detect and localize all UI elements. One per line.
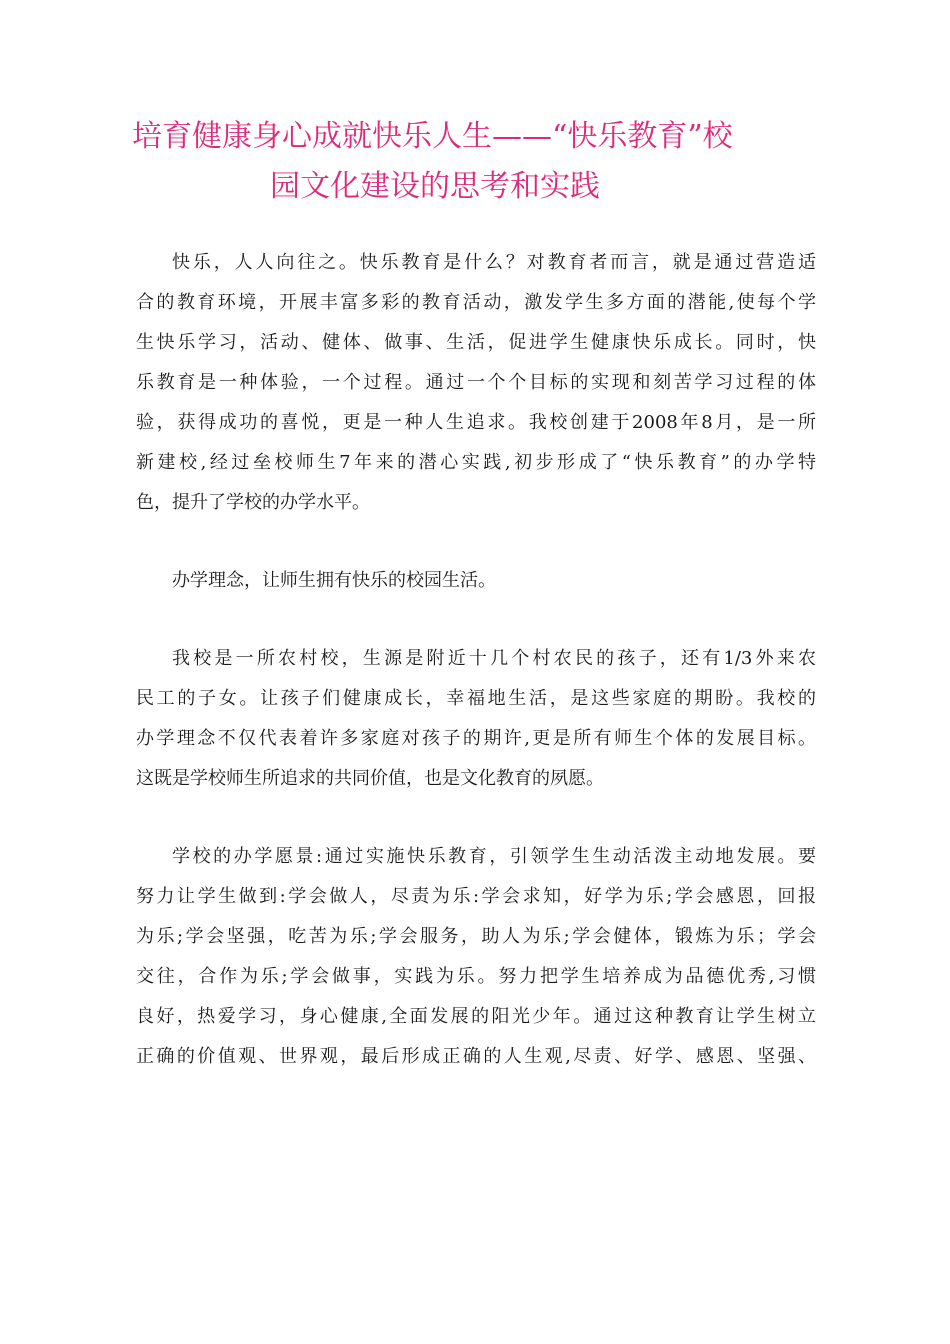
paragraph-line: 办学理念，让师生拥有快乐的校园生活。 — [172, 570, 496, 591]
paragraph-line: 交往，合作为乐;学会做事，实践为乐。努力把学生培养成为品德优秀,习惯 — [136, 966, 816, 987]
title-line-2: 园文化建设的思考和实践 — [270, 169, 600, 204]
paragraph-line: 办学理念不仅代表着许多家庭对孩子的期许,更是所有师生个体的发展目标。 — [136, 728, 816, 749]
paragraph-line: 验，获得成功的喜悦，更是一种人生追求。我校创建于2008年8月，是一所 — [136, 412, 816, 433]
paragraph-line: 快乐，人人向往之。快乐教育是什么？对教育者而言，就是通过营造适 — [172, 252, 816, 273]
paragraph-line: 努力让学生做到:学会做人，尽责为乐:学会求知，好学为乐;学会感恩，回报 — [136, 886, 816, 907]
paragraph-line: 良好，热爱学习，身心健康,全面发展的阳光少年。通过这种教育让学生树立 — [136, 1006, 816, 1027]
paragraph-1 — [136, 243, 816, 523]
paragraph-line: 正确的价值观、世界观，最后形成正确的人生观,尽责、好学、感恩、坚强、 — [136, 1046, 816, 1067]
document-title — [132, 112, 822, 212]
paragraph-line: 合的教育环境，开展丰富多彩的教育活动，激发学生多方面的潜能,使每个学 — [136, 292, 816, 313]
paragraph-line: 学校的办学愿景:通过实施快乐教育，引领学生生动活泼主动地发展。要 — [172, 846, 816, 867]
paragraph-4 — [136, 837, 816, 1077]
paragraph-line: 新建校,经过垒校师生7年来的潜心实践,初步形成了“快乐教育”的办学特 — [136, 452, 816, 473]
paragraph-line: 我校是一所农村校，生源是附近十几个村农民的孩子，还有1/3外来农 — [172, 648, 816, 669]
paragraph-line: 这既是学校师生所追求的共同价值，也是文化教育的夙愿。 — [136, 768, 604, 789]
paragraph-line: 民工的子女。让孩子们健康成长，幸福地生活，是这些家庭的期盼。我校的 — [136, 688, 816, 709]
paragraph-line: 色，提升了学校的办学水平。 — [136, 492, 370, 513]
paragraph-line: 为乐;学会坚强，吃苦为乐;学会服务，助人为乐;学会健体，锻炼为乐；学会 — [136, 926, 816, 947]
document-body — [136, 243, 816, 1115]
paragraph-3 — [136, 639, 816, 799]
paragraph-line: 生快乐学习，活动、健体、做事、生活，促进学生健康快乐成长。同时，快 — [136, 332, 816, 353]
title-line-1: 培育健康身心成就快乐人生——“快乐教育”校 — [132, 119, 733, 154]
paragraph-2 — [136, 561, 816, 601]
paragraph-line: 乐教育是一种体验，一个过程。通过一个个目标的实现和刻苦学习过程的体 — [136, 372, 816, 393]
